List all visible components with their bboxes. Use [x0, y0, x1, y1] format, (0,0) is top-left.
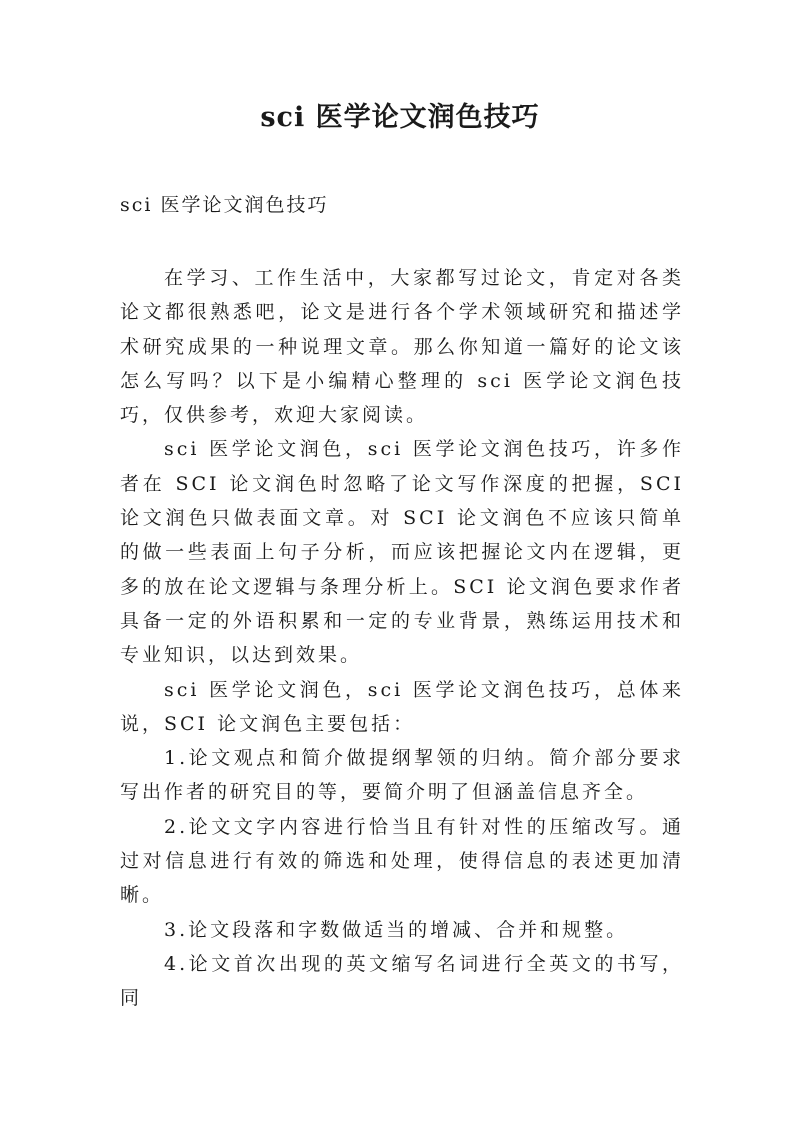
document-body	[120, 261, 684, 1016]
list-item-2: 2.论文文字内容进行恰当且有针对性的压缩改写。通过对信息进行有效的筛选和处理，使得信息的表述更加清晰。	[120, 815, 684, 907]
list-item-3: 3.论文段落和字数做适当的增减、合并和规整。	[164, 918, 629, 941]
paragraph-intro: 在学习、工作生活中，大家都写过论文，肯定对各类论文都很熟悉吧，论文是进行各个学术领域研究和描述学术研究成果的一种说理文章。那么你知道一篇好的论文该怎么写吗？以下是小编精心整理的 sci 医学论文润色技巧，仅供参考，欢迎大家阅读。	[120, 267, 684, 427]
paragraph-summary: sci 医学论文润色，sci 医学论文润色技巧，总体来说，SCI 论文润色主要包括：	[120, 678, 684, 735]
paragraph-overview: sci 医学论文润色，sci 医学论文润色技巧，许多作者在 SCI 论文润色时忽略了论文写作深度的把握，SCI 论文润色只做表面文章。对 SCI 论文润色不应该只简单的做一些表面上句子分析，而应该把握论文内在逻辑，更多的放在论文逻辑与条理分析上。SCI 论文润色要求作者具备一定的外语积累和一定的专业背景，熟练运用技术和专业知识，以达到效果。	[120, 438, 684, 667]
document-title: sci 医学论文润色技巧	[260, 102, 540, 133]
list-item-1: 1.论文观点和简介做提纲挈领的归纳。简介部分要求写出作者的研究目的等，要简介明了但涵盖信息齐全。	[120, 747, 684, 804]
list-item-4: 4.论文首次出现的英文缩写名词进行全英文的书写，同	[120, 952, 684, 1010]
document-subtitle: sci 医学论文润色技巧	[120, 194, 329, 216]
